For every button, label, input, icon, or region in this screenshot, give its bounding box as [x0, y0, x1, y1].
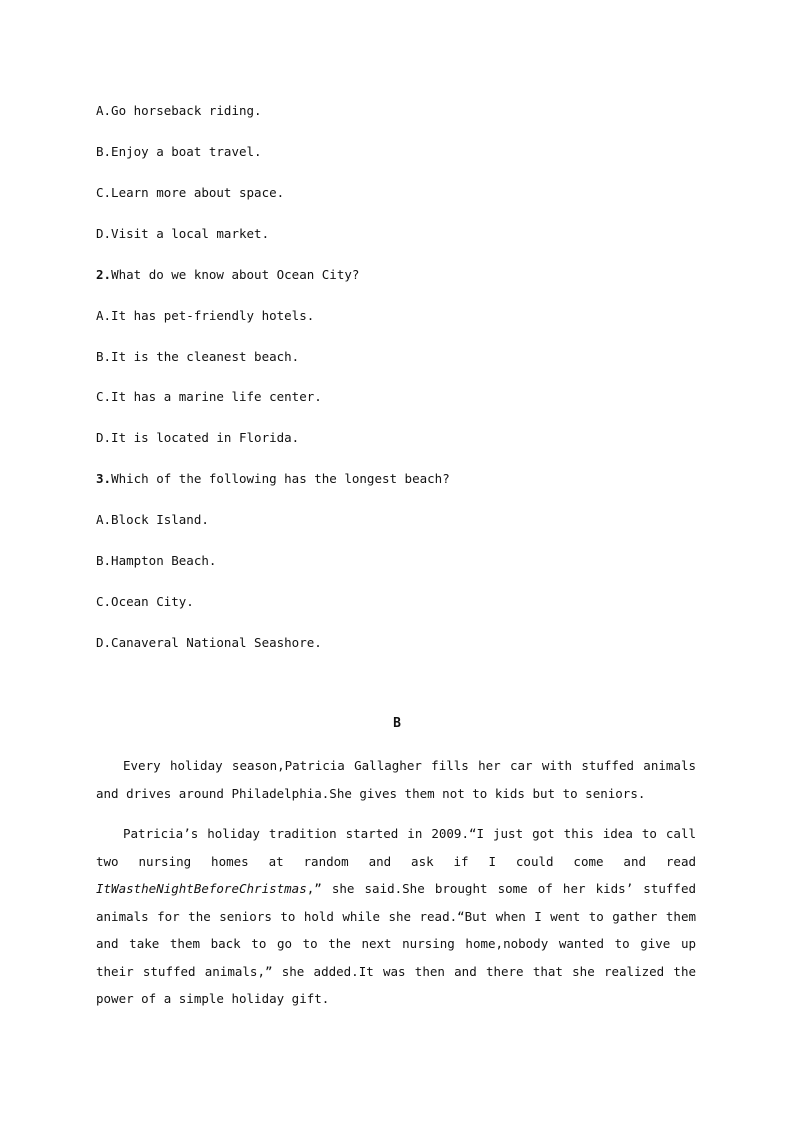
passage-paragraph-1: Every holiday season,Patricia Gallagher fills her car with stuffed animals and drives around Philadelphia.She gives them not to kids but to seniors. — [96, 758, 696, 801]
section-b-passage — [96, 752, 696, 1013]
q1-option-b: B.Enjoy a boat travel. — [96, 144, 262, 159]
question-2 — [96, 267, 359, 283]
q3-option-a: A.Block Island. — [96, 512, 209, 527]
paragraph-2-rest: ,” she said.She brought some of her kids’ stuffed animals for the seniors to hold while she read.“But when I went to gather them and take them back to go to the next nursing home,nobody wanted to give up their stuffed animals,” she added.It was then and there that she realized the power of a simple holiday gift. — [96, 881, 696, 1006]
q3-option-b: B.Hampton Beach. — [96, 553, 217, 568]
question-3-number: 3. — [96, 471, 112, 486]
q1-option-c: C.Learn more about space. — [96, 185, 285, 200]
paragraph-2-opening: Patricia’s holiday tradition started in 2009.“I just got this idea to call two nursing homes at random and ask if I could come and read — [96, 826, 696, 869]
q2-option-c: C.It has a marine life center. — [96, 389, 322, 404]
question-3 — [96, 471, 450, 487]
q1-option-a: A.Go horseback riding. — [96, 103, 262, 118]
q3-option-d: D.Canaveral National Seashore. — [96, 635, 322, 650]
q2-option-a: A.It has pet-friendly hotels. — [96, 308, 315, 323]
book-title: ItWastheNightBeforeChristmas — [96, 881, 307, 896]
q2-option-d: D.It is located in Florida. — [96, 430, 300, 445]
section-b-heading: B — [393, 716, 401, 731]
passage-paragraph-2 — [96, 820, 696, 1013]
q3-option-c: C.Ocean City. — [96, 594, 194, 609]
q2-option-b: B.It is the cleanest beach. — [96, 349, 300, 364]
q1-option-d: D.Visit a local market. — [96, 226, 270, 241]
question-2-text: What do we know about Ocean City? — [111, 267, 360, 282]
question-3-text: Which of the following has the longest beach? — [111, 471, 450, 486]
question-2-number: 2. — [96, 267, 112, 282]
